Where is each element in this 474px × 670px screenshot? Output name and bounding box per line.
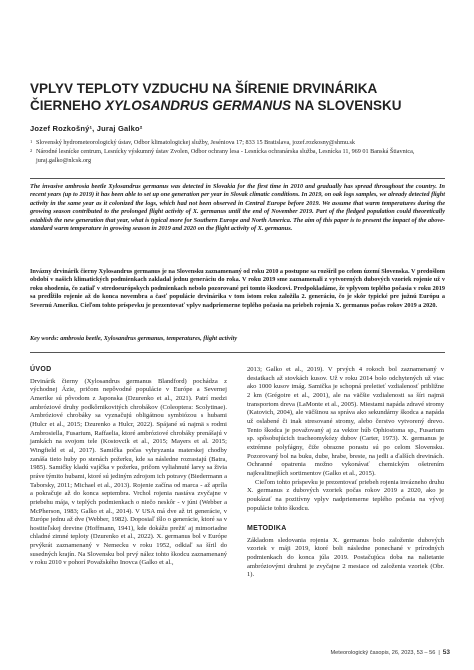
author-list: Jozef Rozkošný¹, Juraj Galko² <box>30 124 143 133</box>
divider-bottom <box>30 352 445 353</box>
right-column <box>247 366 444 580</box>
intro-paragraph-continued: 2013; Galko et al., 2019). V prvých 4 rokoch bol zaznamenaný v desiatkach až stovkách kusov. Už v roku 2014 bolo odchytených už viac ako 1000 kusov imág. Samička je schopná preletieť vzdialenosť približne 2 km (Grégoire et al., 2001), ale na väčšie vzdialenosti sa šíri najmä transportom dreva (LaMonte et al., 2005). Miestami napáda zdravé stromy (Katovich, 2004), ale väčšinou sa správa ako sekundárny škodca a napáda už oslabené či inak stresované stromy, alebo čerstvo vytvorený drevo. Tento škodca je považovaný aj za vektor húb Ophiostoma sp., Fusarium sp. spôsobujúcich tracheomykózy dubov (Carter, 1973). X. germanus je extrémne polyfágny, čiže obrazne porastu sú po celom Slovensku. Pozorovaný bol na buku, dube, hrabe, breste, na jedli a ďalších drevinách. Ochranné opatrenia možno vykonávať chemickým ošetrením najkvalitnejších sortimentov (Galko et al., 2015). <box>247 366 444 477</box>
section-heading-intro: ÚVOD <box>30 366 52 373</box>
title-suffix: NA SLOVENSKU <box>291 98 402 113</box>
affiliation-number: 1 <box>30 139 33 144</box>
title-line-2 <box>30 97 450 114</box>
intro-paragraph: Drvinárik čierny (Xylosandrus germanus Blandford) pochádza z východnej Ázie, pričom nepôvodné populácie v Európe a Severnej Amerike sú pôvodom z Japonska (Dzurenko et al., 2021). Patrí medzi ambróziové druhy podkôrnikovitých chrobákov (Coleoptera: Scolytinae). Ambróziové chrobáky sa vyznačujú obligátnou symbiózou s hubami (Hulcr et al., 2015; Dzurenko a Hulcr, 2022). Spájané sú najmä s rodmi Ambrosiella, Fusarium, Raffaelia, ktoré ambróziové chrobáky prenášajú v jamkách na svojom tele (Kostovcik et al., 2015; Mayers et al. 2015; Wingfield et al, 2017). Samička počas vyhryzania materskej chodby zanáša tieto huby po stenách požerku, kde sa následne rozrastajú (Batra, 1985). Samičky kladú vajíčka v požerku, pričom vyliahnuté larvy sa živia práve týmito hubami, ktoré sú jediným zdrojom ich potravy (Biedermann a Taborsky, 2011; Michael et al., 2013). Rojenie začína od marca - až apríla a pokračuje až do konca septembra. Vrchol rojenia nastáva zvyčajne v priebehu mája, v teplých podmienkach o niečo neskôr - v júni (Webber a McPherson, 1983; Galko et al., 2014). V USA má dve až tri generácie, v Európe jednu až dve (Webber, 1982). Doposiaľ išlo o generácie, ktoré sa v hostiteľskej drevine (Hoffmann, 1941), kde dokážu prežiť aj mimoriadne chladné zimné teploty (Dzurenko et al., 2022). X. germanus bol v Európe prvýkrát zaznamenaný v Nemecku v roku 1952, odkiaľ sa šíril do susedných krajín. Na Slovensku bol prvý nález tohto škodcu zaznamenaný v roku 2010 v pohorí Považského Inovca (Galko et al., <box>30 377 227 567</box>
journal-citation: Meteorologický časopis, 26, 2023, 53 – 56 <box>330 650 436 656</box>
title-species: XYLOSANDRUS GERMANUS <box>105 98 292 113</box>
divider-top <box>30 178 445 179</box>
aim-paragraph: Cieľom tohto príspevku je prezentovať priebeh rojenia invázneho druhu X. germanus z dubových vzoriek počas rokov 2019 a 2020, ako je poukázať na pozitívny vplyv nadpriemerne teplého počasia na vývoj populácie tohto škodcu. <box>247 478 444 512</box>
affiliations <box>30 139 450 166</box>
affiliation-number: 2 <box>30 148 33 154</box>
page-footer <box>331 649 450 656</box>
page-number: 53 <box>442 649 450 656</box>
title-line-1: VPLYV TEPLOTY VZDUCHU NA ŠÍRENIE DRVINÁRIKA <box>30 81 378 96</box>
affiliation-text: Slovenský hydrometeorologický ústav, Odbor klimatologickej služby, Jeséniova 17; 833 15 Bratislava, jozef.rozkosny@shmu.sk <box>36 139 356 146</box>
footer-separator: | <box>438 650 440 656</box>
abstract-slovak: Invázny drvinárik čierny Xylosandrus germanus je na Slovensku zaznamenaný od roku 2010 a postupne sa rozšíril po celom území Slovenska. V predošlom období v našich klimatických podmienkach zakladal jednu generáciu do roka. V roku 2019 sme zaznamenali z vytvorených dubových vzoriek rojenie už v roku ohodenia, čo zatiaľ v stredoeurópskych podmienkach nebolo pozorované pri tomto škodcovi. Predpokladáme, že vplyvom teplého počasia v roku 2019 sa predĺžilo rojenie až do konca novembra a časť populácie drvinárika v tom istom roku založila 2. generáciu, čo je skôr typické pre južnú Európu a Severnú Ameriku. Cieľom tohto príspevku je prezentovať vplyv nadpriemerne teplého počasia na priebeh rojenia X. germanus počas rokov 2019 a 2020. <box>30 268 445 309</box>
section-heading-methods: METODIKA <box>247 525 287 533</box>
affiliation-1 <box>30 139 450 147</box>
article-title <box>30 80 450 114</box>
affiliation-2 <box>30 148 450 165</box>
abstract-english: The invasive ambrosia beetle Xylosandrus germanus was detected in Slovakia for the first time in 2010 and gradually has spread throughout the country. In recent years (up to 2019) it has been able to set up one generation per year in Slovak climatic conditions. In 2019, on oak logs samples, we already detected flight activity in the same year as it colonized the logs, which had not been observed in Central Europe before 2019. We assume that warm temperatures during the growing season contributed to the prolonged flight activity of X. germanus until the end of November 2019. Part of the fledged population could theoretically establish the new generation that year, what is typical more for Southern Europe and North America. The aim of this paper is to present the impact of the above-standard warm temperature in growing season in 2019 and 2020 on the flight activity of X. germanus. <box>30 183 445 233</box>
title-prefix: ČIERNEHO <box>30 98 106 113</box>
affiliation-text: Národné lesnícke centrum, Lesnícky výskumný ústav Zvolen, Odbor ochrany lesa - Lesnícka ochranárska služba, Lesnícka 11, 969 01 Banská Štiavnica, juraj.galko@nlcsk.org <box>36 148 415 164</box>
left-column <box>30 366 227 568</box>
methods-paragraph: Základom sledovania rojenia X. germanus bolo založenie dubových vzoriek v máji 2019, ktoré boli následne ponechané v prírodných podmienkach do konca júla 2019. Postačujúca doba na nalietanie ambróziovými druhmi je zvyčajne 2 mesiace od založenia vzoriek (Obr. 1). <box>247 536 444 579</box>
keywords: Key words: ambrosia beetle, Xylosandrus germanus, temperatures, flight activity <box>30 335 238 342</box>
